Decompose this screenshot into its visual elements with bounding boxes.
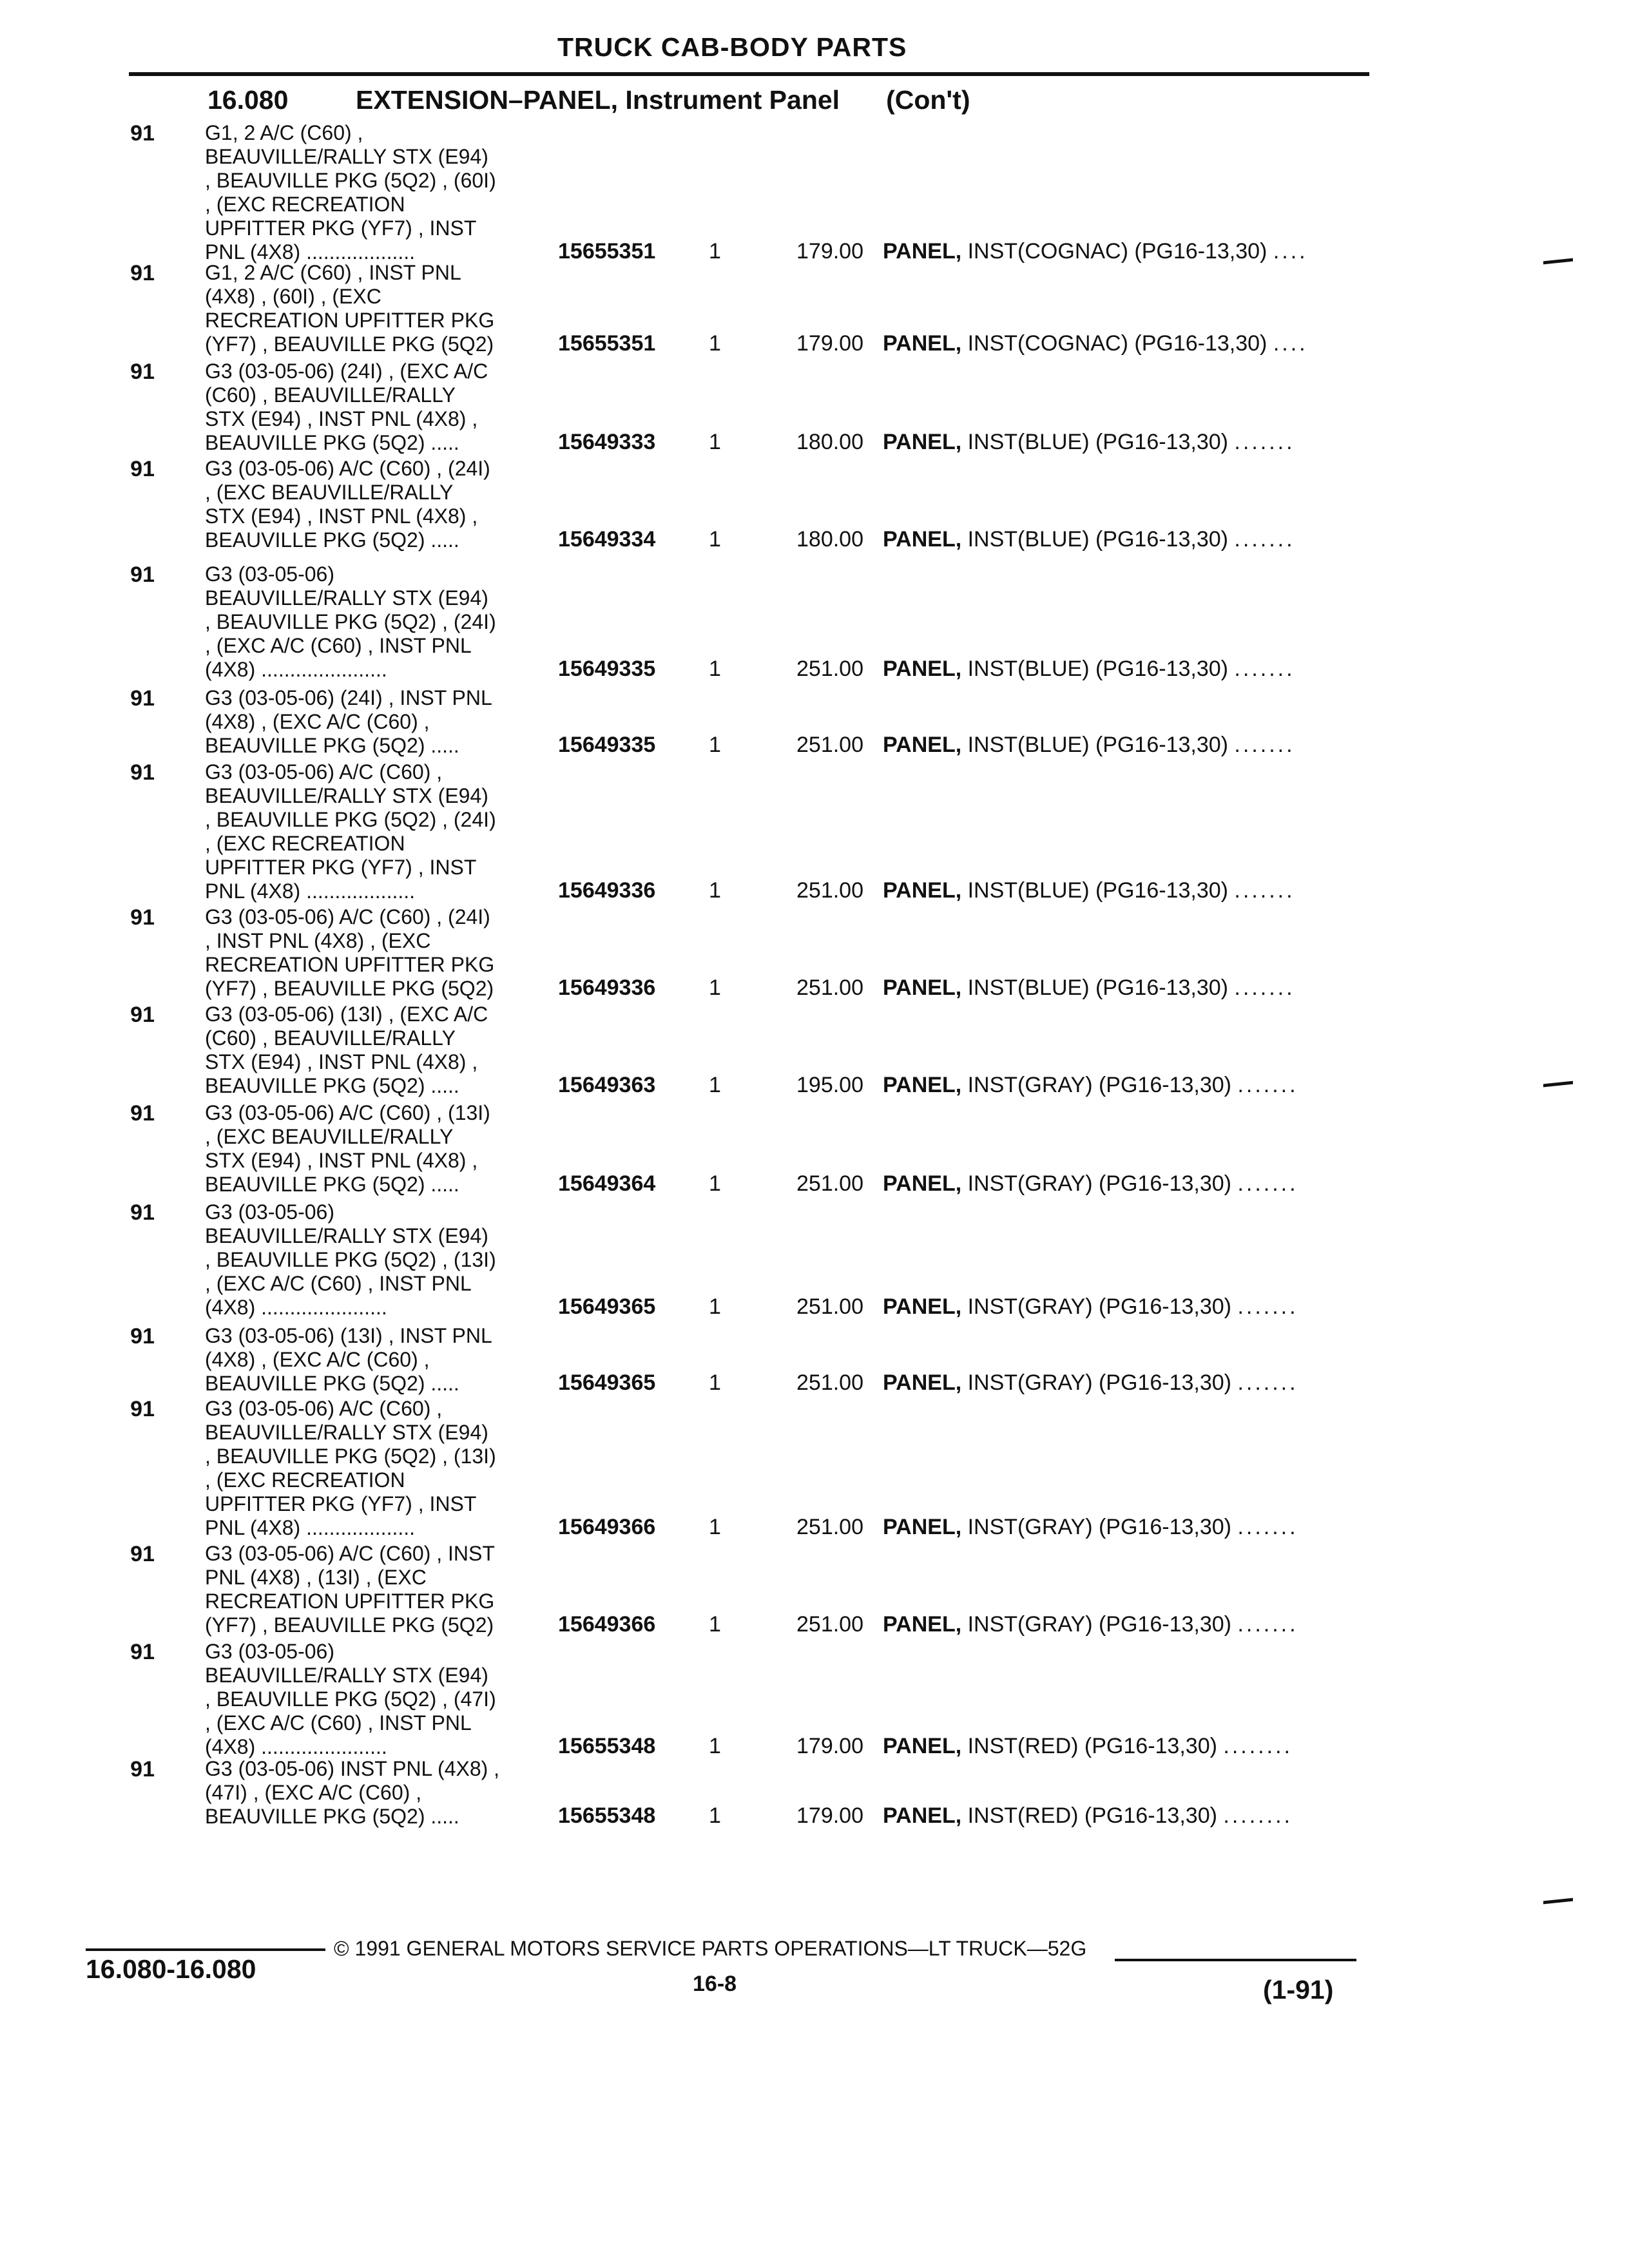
part-number: 15649336 <box>558 975 656 1000</box>
description-line: (4X8) , (EXC A/C (C60) , <box>205 1348 430 1371</box>
part-name: PANEL, <box>883 878 962 903</box>
description-line: BEAUVILLE/RALLY STX (E94) <box>205 145 488 168</box>
description-line: RECREATION UPFITTER PKG <box>205 1590 495 1613</box>
part-description <box>883 1515 1298 1540</box>
description-line: G3 (03-05-06) A/C (C60) , <box>205 760 443 783</box>
description-line: G3 (03-05-06) A/C (C60) , (24I) <box>205 905 490 928</box>
part-number: 15649363 <box>558 1073 656 1097</box>
page-header-title: TRUCK CAB-BODY PARTS <box>557 32 907 62</box>
description-line: , (EXC BEAUVILLE/RALLY <box>205 1125 454 1148</box>
part-name: PANEL, <box>883 1171 962 1196</box>
price: 251.00 <box>796 975 863 1000</box>
part-name: PANEL, <box>883 1515 962 1539</box>
part-number: 15649366 <box>558 1515 656 1539</box>
part-name: PANEL, <box>883 1612 962 1637</box>
footer-section-range: 16.080-16.080 <box>86 1954 256 1984</box>
part-description <box>883 878 1295 903</box>
description-line: , (EXC RECREATION <box>205 193 405 216</box>
description-line: (YF7) , BEAUVILLE PKG (5Q2) <box>205 332 494 356</box>
part-detail: INST(GRAY) (PG16-13,30) <box>967 1370 1231 1395</box>
part-detail-row <box>0 1073 1629 1097</box>
quantity: 1 <box>709 1803 721 1828</box>
price: 179.00 <box>796 239 863 264</box>
description-line: G3 (03-05-06) (24I) , (EXC A/C <box>205 360 488 383</box>
part-number: 15655351 <box>558 331 656 356</box>
price: 180.00 <box>796 430 863 454</box>
part-number: 15655351 <box>558 239 656 264</box>
figure-number: 91 <box>130 360 155 384</box>
description-line: BEAUVILLE/RALLY STX (E94) <box>205 784 488 807</box>
description-line: PNL (4X8) ................... <box>205 240 416 264</box>
part-detail-row <box>0 239 1629 263</box>
part-detail: INST(GRAY) (PG16-13,30) <box>967 1073 1231 1097</box>
description-line: BEAUVILLE/RALLY STX (E94) <box>205 586 488 610</box>
description-line: BEAUVILLE/RALLY STX (E94) <box>205 1664 488 1687</box>
part-detail: INST(BLUE) (PG16-13,30) <box>967 657 1228 681</box>
price: 251.00 <box>796 1370 863 1395</box>
quantity: 1 <box>709 1734 721 1758</box>
description-line: , (EXC A/C (C60) , INST PNL <box>205 1272 472 1295</box>
part-name: PANEL, <box>883 239 962 264</box>
part-name: PANEL, <box>883 1803 962 1828</box>
part-detail-row <box>0 975 1629 999</box>
part-detail: INST(COGNAC) (PG16-13,30) <box>967 331 1268 356</box>
description-line: (47I) , (EXC A/C (C60) , <box>205 1781 422 1804</box>
figure-number: 91 <box>130 261 155 285</box>
description-line: (C60) , BEAUVILLE/RALLY <box>205 1026 456 1050</box>
footer-copyright: © 1991 GENERAL MOTORS SERVICE PARTS OPERATIONS—LT TRUCK—52G <box>334 1937 1087 1960</box>
figure-number: 91 <box>130 1757 155 1782</box>
description-line: , (EXC A/C (C60) , INST PNL <box>205 634 472 657</box>
footer-date: (1-91) <box>1263 1975 1334 2004</box>
part-description <box>883 430 1295 455</box>
part-description <box>883 1171 1298 1196</box>
margin-mark <box>1543 1898 1573 1905</box>
part-detail-row <box>0 1803 1629 1827</box>
quantity: 1 <box>709 733 721 757</box>
description-line: G3 (03-05-06) (13I) , (EXC A/C <box>205 1003 488 1026</box>
figure-number: 91 <box>130 760 155 785</box>
part-detail: INST(GRAY) (PG16-13,30) <box>967 1612 1231 1637</box>
description-line: , BEAUVILLE PKG (5Q2) , (60I) <box>205 169 496 192</box>
leader-dots: ....... <box>1234 878 1295 903</box>
part-detail: INST(BLUE) (PG16-13,30) <box>967 527 1228 552</box>
figure-number: 91 <box>130 1101 155 1126</box>
figure-number: 91 <box>130 1324 155 1349</box>
description-line: (YF7) , BEAUVILLE PKG (5Q2) <box>205 977 494 1000</box>
part-name: PANEL, <box>883 430 962 454</box>
figure-number: 91 <box>130 1397 155 1421</box>
price: 195.00 <box>796 1073 863 1097</box>
part-description <box>883 733 1295 758</box>
section-heading <box>207 85 970 115</box>
section-continued: (Con't) <box>886 85 970 115</box>
part-detail-row <box>0 733 1629 756</box>
part-number: 15655348 <box>558 1803 656 1828</box>
quantity: 1 <box>709 1612 721 1637</box>
part-number: 15649365 <box>558 1294 656 1319</box>
part-name: PANEL, <box>883 331 962 356</box>
description-line: G3 (03-05-06) A/C (C60) , <box>205 1397 443 1420</box>
part-detail-row <box>0 657 1629 680</box>
part-number: 15655348 <box>558 1734 656 1758</box>
part-detail: INST(GRAY) (PG16-13,30) <box>967 1294 1231 1319</box>
description-line: , BEAUVILLE PKG (5Q2) , (47I) <box>205 1687 496 1711</box>
section-title: EXTENSION–PANEL, Instrument Panel <box>356 85 840 115</box>
figure-number: 91 <box>130 562 155 587</box>
leader-dots: ....... <box>1237 1171 1298 1196</box>
description-line: , (EXC RECREATION <box>205 832 405 855</box>
figure-number: 91 <box>130 905 155 930</box>
part-detail: INST(BLUE) (PG16-13,30) <box>967 430 1228 454</box>
description-line: , BEAUVILLE PKG (5Q2) , (24I) <box>205 610 496 633</box>
price: 251.00 <box>796 1294 863 1319</box>
description-line: G3 (03-05-06) A/C (C60) , (24I) <box>205 457 490 480</box>
part-description <box>883 1073 1298 1098</box>
quantity: 1 <box>709 975 721 1000</box>
price: 180.00 <box>796 527 863 552</box>
leader-dots: ........ <box>1223 1803 1293 1828</box>
description-line: BEAUVILLE PKG (5Q2) ..... <box>205 1173 459 1196</box>
part-name: PANEL, <box>883 733 962 757</box>
figure-number: 91 <box>130 1640 155 1664</box>
description-line: BEAUVILLE PKG (5Q2) ..... <box>205 1372 459 1395</box>
price: 251.00 <box>796 657 863 681</box>
part-name: PANEL, <box>883 1370 962 1395</box>
part-number: 15649333 <box>558 430 656 454</box>
description-line: G1, 2 A/C (C60) , INST PNL <box>205 261 461 284</box>
part-description <box>883 1294 1298 1320</box>
header-rule <box>129 72 1369 76</box>
description-line: , (EXC BEAUVILLE/RALLY <box>205 481 454 504</box>
part-description <box>883 1370 1298 1396</box>
part-description <box>883 975 1295 1001</box>
description-line: BEAUVILLE PKG (5Q2) ..... <box>205 1074 459 1097</box>
leader-dots: ....... <box>1237 1073 1298 1097</box>
part-number: 15649334 <box>558 527 656 552</box>
description-line: PNL (4X8) , (13I) , (EXC <box>205 1566 427 1589</box>
quantity: 1 <box>709 657 721 681</box>
part-number: 15649366 <box>558 1612 656 1637</box>
part-description <box>883 527 1295 552</box>
description-line: (YF7) , BEAUVILLE PKG (5Q2) <box>205 1613 494 1637</box>
part-number: 15649335 <box>558 657 656 681</box>
description-line: BEAUVILLE PKG (5Q2) ..... <box>205 1805 459 1828</box>
description-line: , BEAUVILLE PKG (5Q2) , (24I) <box>205 808 496 831</box>
part-detail-row <box>0 1294 1629 1318</box>
description-line: STX (E94) , INST PNL (4X8) , <box>205 407 478 430</box>
part-name: PANEL, <box>883 527 962 552</box>
price: 251.00 <box>796 1515 863 1539</box>
leader-dots: ....... <box>1234 430 1295 454</box>
description-line: G3 (03-05-06) <box>205 562 334 586</box>
description-line: G3 (03-05-06) (24I) , INST PNL <box>205 686 492 709</box>
figure-number: 91 <box>130 1003 155 1027</box>
leader-dots: ....... <box>1234 657 1295 681</box>
description-line: G3 (03-05-06) A/C (C60) , INST <box>205 1542 495 1565</box>
description-line: G1, 2 A/C (C60) , <box>205 121 363 144</box>
description-line: BEAUVILLE/RALLY STX (E94) <box>205 1421 488 1444</box>
description-line: G3 (03-05-06) <box>205 1200 334 1224</box>
quantity: 1 <box>709 331 721 356</box>
leader-dots: ....... <box>1237 1294 1298 1319</box>
part-number: 15649336 <box>558 878 656 903</box>
description-line: (C60) , BEAUVILLE/RALLY <box>205 383 456 407</box>
description-line: G3 (03-05-06) (13I) , INST PNL <box>205 1324 492 1347</box>
description-line: STX (E94) , INST PNL (4X8) , <box>205 1149 478 1172</box>
figure-number: 91 <box>130 1542 155 1566</box>
price: 179.00 <box>796 1803 863 1828</box>
description-line: PNL (4X8) ................... <box>205 879 416 903</box>
part-name: PANEL, <box>883 1073 962 1097</box>
description-line: BEAUVILLE PKG (5Q2) ..... <box>205 431 459 454</box>
quantity: 1 <box>709 878 721 903</box>
description-line: , BEAUVILLE PKG (5Q2) , (13I) <box>205 1445 496 1468</box>
quantity: 1 <box>709 239 721 264</box>
price: 251.00 <box>796 878 863 903</box>
part-number: 15649364 <box>558 1171 656 1196</box>
description-line: STX (E94) , INST PNL (4X8) , <box>205 1050 478 1073</box>
description-line: PNL (4X8) ................... <box>205 1516 416 1539</box>
leader-dots: ....... <box>1237 1515 1298 1539</box>
figure-number: 91 <box>130 457 155 481</box>
footer-page-number: 16-8 <box>693 1972 737 1996</box>
part-detail-row <box>0 1171 1629 1195</box>
description-line: , BEAUVILLE PKG (5Q2) , (13I) <box>205 1248 496 1271</box>
description-line: (4X8) ...................... <box>205 1296 387 1319</box>
part-detail-row <box>0 1734 1629 1758</box>
description-line: BEAUVILLE PKG (5Q2) ..... <box>205 734 459 757</box>
description-line: UPFITTER PKG (YF7) , INST <box>205 1492 477 1515</box>
figure-number: 91 <box>130 121 155 146</box>
part-detail: INST(RED) (PG16-13,30) <box>967 1803 1217 1828</box>
description-line: UPFITTER PKG (YF7) , INST <box>205 856 477 879</box>
description-line: (4X8) ...................... <box>205 1735 387 1758</box>
section-number: 16.080 <box>207 85 289 115</box>
part-detail: INST(COGNAC) (PG16-13,30) <box>967 239 1268 264</box>
leader-dots: .... <box>1273 239 1308 264</box>
part-description <box>883 1612 1298 1637</box>
leader-dots: .... <box>1273 331 1308 356</box>
part-description <box>883 1734 1293 1759</box>
part-detail-row <box>0 1515 1629 1539</box>
price: 179.00 <box>796 1734 863 1758</box>
description-line: G3 (03-05-06) <box>205 1640 334 1663</box>
part-detail-row <box>0 878 1629 902</box>
description-line: UPFITTER PKG (YF7) , INST <box>205 216 477 240</box>
part-description <box>883 239 1308 264</box>
quantity: 1 <box>709 527 721 552</box>
part-name: PANEL, <box>883 1294 962 1319</box>
footer-rule-right <box>1115 1959 1356 1961</box>
description-line: , (EXC RECREATION <box>205 1468 405 1492</box>
footer-rule-left <box>86 1948 325 1951</box>
quantity: 1 <box>709 1370 721 1395</box>
part-detail-row <box>0 1612 1629 1636</box>
description-line: G3 (03-05-06) INST PNL (4X8) , <box>205 1757 500 1780</box>
description-line: STX (E94) , INST PNL (4X8) , <box>205 505 478 528</box>
quantity: 1 <box>709 430 721 454</box>
part-detail: INST(BLUE) (PG16-13,30) <box>967 878 1228 903</box>
leader-dots: ........ <box>1223 1734 1293 1758</box>
description-line: , INST PNL (4X8) , (EXC <box>205 929 431 952</box>
part-detail: INST(RED) (PG16-13,30) <box>967 1734 1217 1758</box>
quantity: 1 <box>709 1515 721 1539</box>
part-detail: INST(BLUE) (PG16-13,30) <box>967 733 1228 757</box>
leader-dots: ....... <box>1237 1370 1298 1395</box>
part-detail-row <box>0 430 1629 454</box>
price: 251.00 <box>796 733 863 757</box>
description-line: RECREATION UPFITTER PKG <box>205 953 495 976</box>
leader-dots: ....... <box>1237 1612 1298 1637</box>
description-line: , (EXC A/C (C60) , INST PNL <box>205 1711 472 1735</box>
description-line: (4X8) , (60I) , (EXC <box>205 285 381 308</box>
quantity: 1 <box>709 1073 721 1097</box>
part-detail-row <box>0 1370 1629 1394</box>
price: 251.00 <box>796 1171 863 1196</box>
quantity: 1 <box>709 1294 721 1319</box>
leader-dots: ....... <box>1234 733 1295 757</box>
part-detail: INST(GRAY) (PG16-13,30) <box>967 1515 1231 1539</box>
part-detail-row <box>0 527 1629 551</box>
part-number: 15649335 <box>558 733 656 757</box>
figure-number: 91 <box>130 1200 155 1225</box>
part-name: PANEL, <box>883 1734 962 1758</box>
part-description <box>883 331 1308 356</box>
part-name: PANEL, <box>883 657 962 681</box>
description-line: BEAUVILLE PKG (5Q2) ..... <box>205 528 459 552</box>
leader-dots: ....... <box>1234 527 1295 552</box>
description-line: (4X8) , (EXC A/C (C60) , <box>205 710 430 733</box>
part-description <box>883 657 1295 682</box>
part-number: 15649365 <box>558 1370 656 1395</box>
part-detail-row <box>0 331 1629 355</box>
description-line: RECREATION UPFITTER PKG <box>205 309 495 332</box>
quantity: 1 <box>709 1171 721 1196</box>
part-description <box>883 1803 1293 1829</box>
part-name: PANEL, <box>883 975 962 1000</box>
price: 251.00 <box>796 1612 863 1637</box>
part-detail: INST(GRAY) (PG16-13,30) <box>967 1171 1231 1196</box>
figure-number: 91 <box>130 686 155 711</box>
part-detail: INST(BLUE) (PG16-13,30) <box>967 975 1228 1000</box>
description-line: (4X8) ...................... <box>205 658 387 681</box>
price: 179.00 <box>796 331 863 356</box>
description-line: G3 (03-05-06) A/C (C60) , (13I) <box>205 1101 490 1124</box>
description-line: BEAUVILLE/RALLY STX (E94) <box>205 1224 488 1247</box>
leader-dots: ....... <box>1234 975 1295 1000</box>
